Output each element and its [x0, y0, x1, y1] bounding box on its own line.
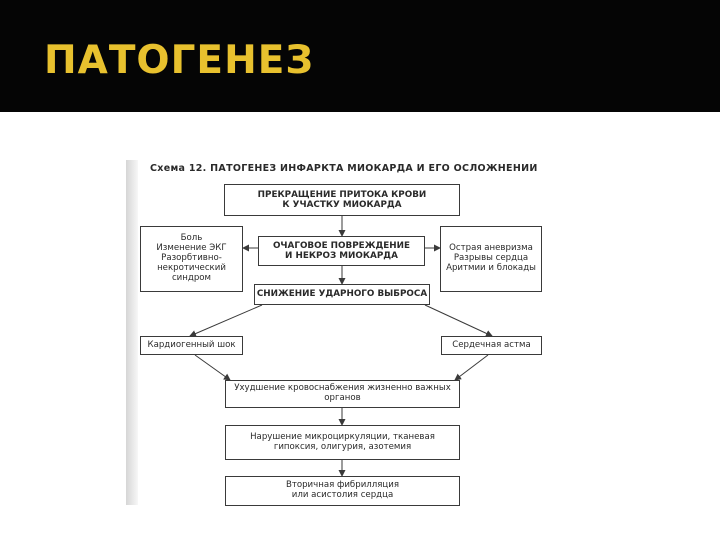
- arrow-stroke-volume-to-asthma: [425, 305, 492, 336]
- node-cardiac-asthma: Сердечная астма: [441, 336, 542, 355]
- arrow-asthma-to-perfusion: [455, 355, 488, 380]
- scheme-title: Схема 12. ПАТОГЕНЕЗ ИНФАРКТА МИОКАРДА И ЕГО ОСЛОЖНЕНИЙ: [150, 163, 538, 174]
- node-secondary-fibrillation: Вторичная фибрилляция или асистолия сердца: [225, 476, 460, 506]
- node-blood-flow-cessation: ПРЕКРАЩЕНИЕ ПРИТОКА КРОВИ К УЧАСТКУ МИОКАРДА: [224, 184, 460, 216]
- node-organ-perfusion-impairment: Ухудшение кровоснабжения жизненно важных органов: [225, 380, 460, 408]
- node-stroke-volume-decrease: СНИЖЕНИЕ УДАРНОГО ВЫБРОСА: [254, 284, 430, 305]
- slide-title: ПАТОГЕНЕЗ: [44, 38, 315, 83]
- node-mechanical-complications: Острая аневризма Разрывы сердца Аритмии и блокады: [440, 226, 542, 292]
- arrow-stroke-volume-to-shock: [190, 305, 262, 336]
- arrow-shock-to-perfusion: [195, 355, 230, 380]
- node-microcirculation-disorder: Нарушение микроциркуляции, тканевая гипоксия, олигурия, азотемия: [225, 425, 460, 460]
- node-symptoms: Боль Изменение ЭКГ Разорбтивно- некротический синдром: [140, 226, 243, 292]
- node-focal-damage-necrosis: ОЧАГОВОЕ ПОВРЕЖДЕНИЕ И НЕКРОЗ МИОКАРДА: [258, 236, 425, 266]
- node-cardiogenic-shock: Кардиогенный шок: [140, 336, 243, 355]
